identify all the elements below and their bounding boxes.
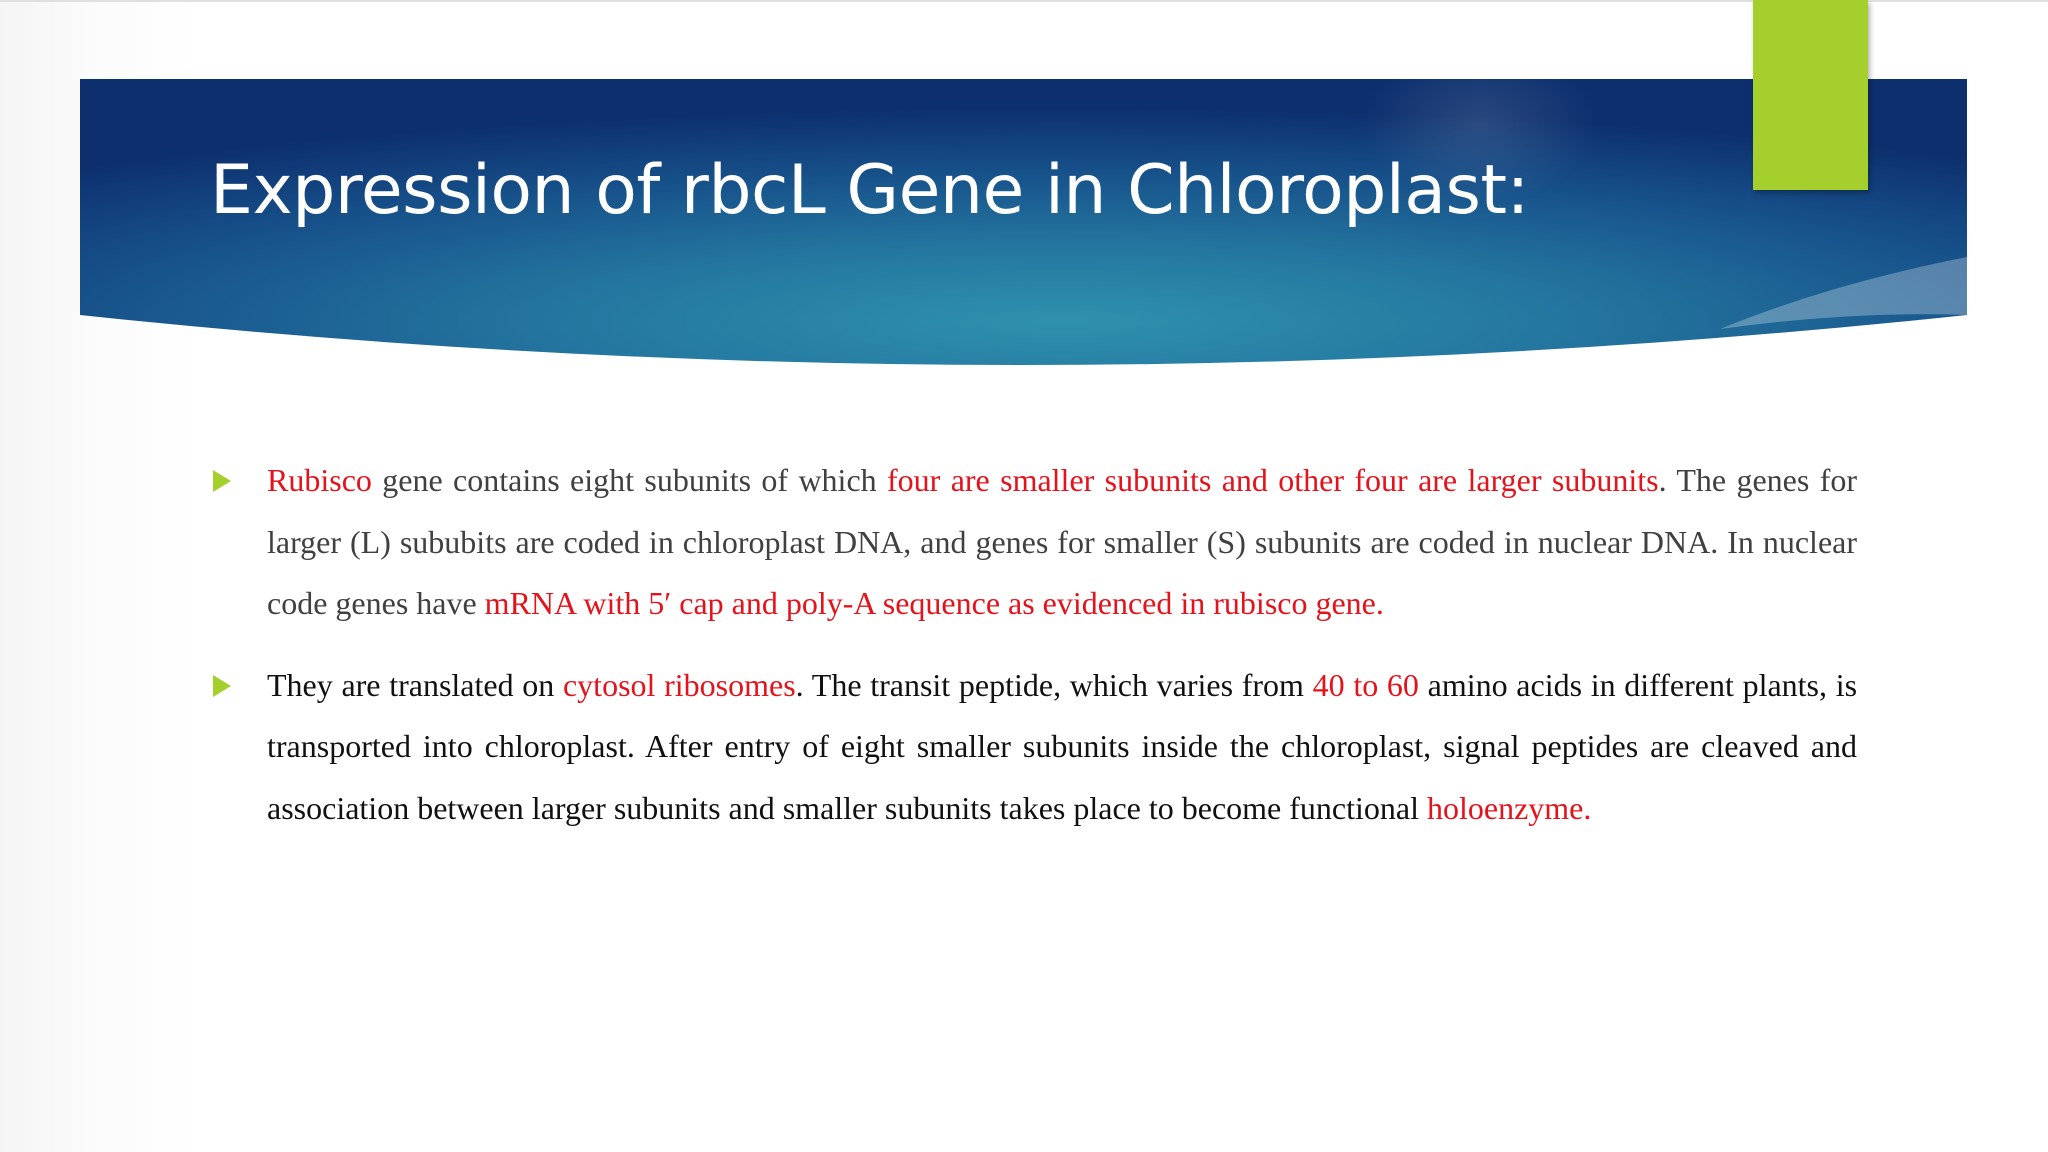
body-text: . The genes for larger (L) sububits are coded in chloroplast DNA, and genes for smaller (S) subunits are coded in nuclear DNA. In nuclear code genes have <box>267 462 1858 621</box>
slide-title: Expression of rbcL Gene in Chloroplast: <box>210 151 1529 230</box>
highlight-text: 40 to 60 <box>1312 666 1419 703</box>
body-text: They are translated on <box>267 666 563 703</box>
body-text: amino acids in different plants, is transported into chloroplast. After entry of eight smaller subunits inside the chloroplast, signal peptides are cleaved and association between larger subunits and smaller subunits takes place to become functional <box>267 666 1858 826</box>
highlight-text: cytosol ribosomes <box>562 666 796 703</box>
highlight-text: four are smaller subunits and other four are larger subunits <box>887 462 1659 498</box>
bullet-item-2 <box>205 655 1857 840</box>
bullet-arrow-icon <box>213 675 231 697</box>
green-accent-tab <box>1753 0 1868 190</box>
highlight-text: mRNA with 5′ cap and poly-A sequence as evidenced in rubisco gene. <box>484 585 1384 621</box>
highlight-text: holoenzyme. <box>1426 789 1592 826</box>
body-text: gene contains eight subunits of which <box>371 462 888 498</box>
bullet-list <box>205 450 1857 859</box>
body-text: . The transit peptide, which varies from <box>795 666 1313 703</box>
highlight-text: Rubisco <box>267 462 372 498</box>
bullet-item-1 <box>205 450 1857 635</box>
top-border-line <box>0 0 2048 2</box>
bullet-arrow-icon <box>213 470 231 492</box>
